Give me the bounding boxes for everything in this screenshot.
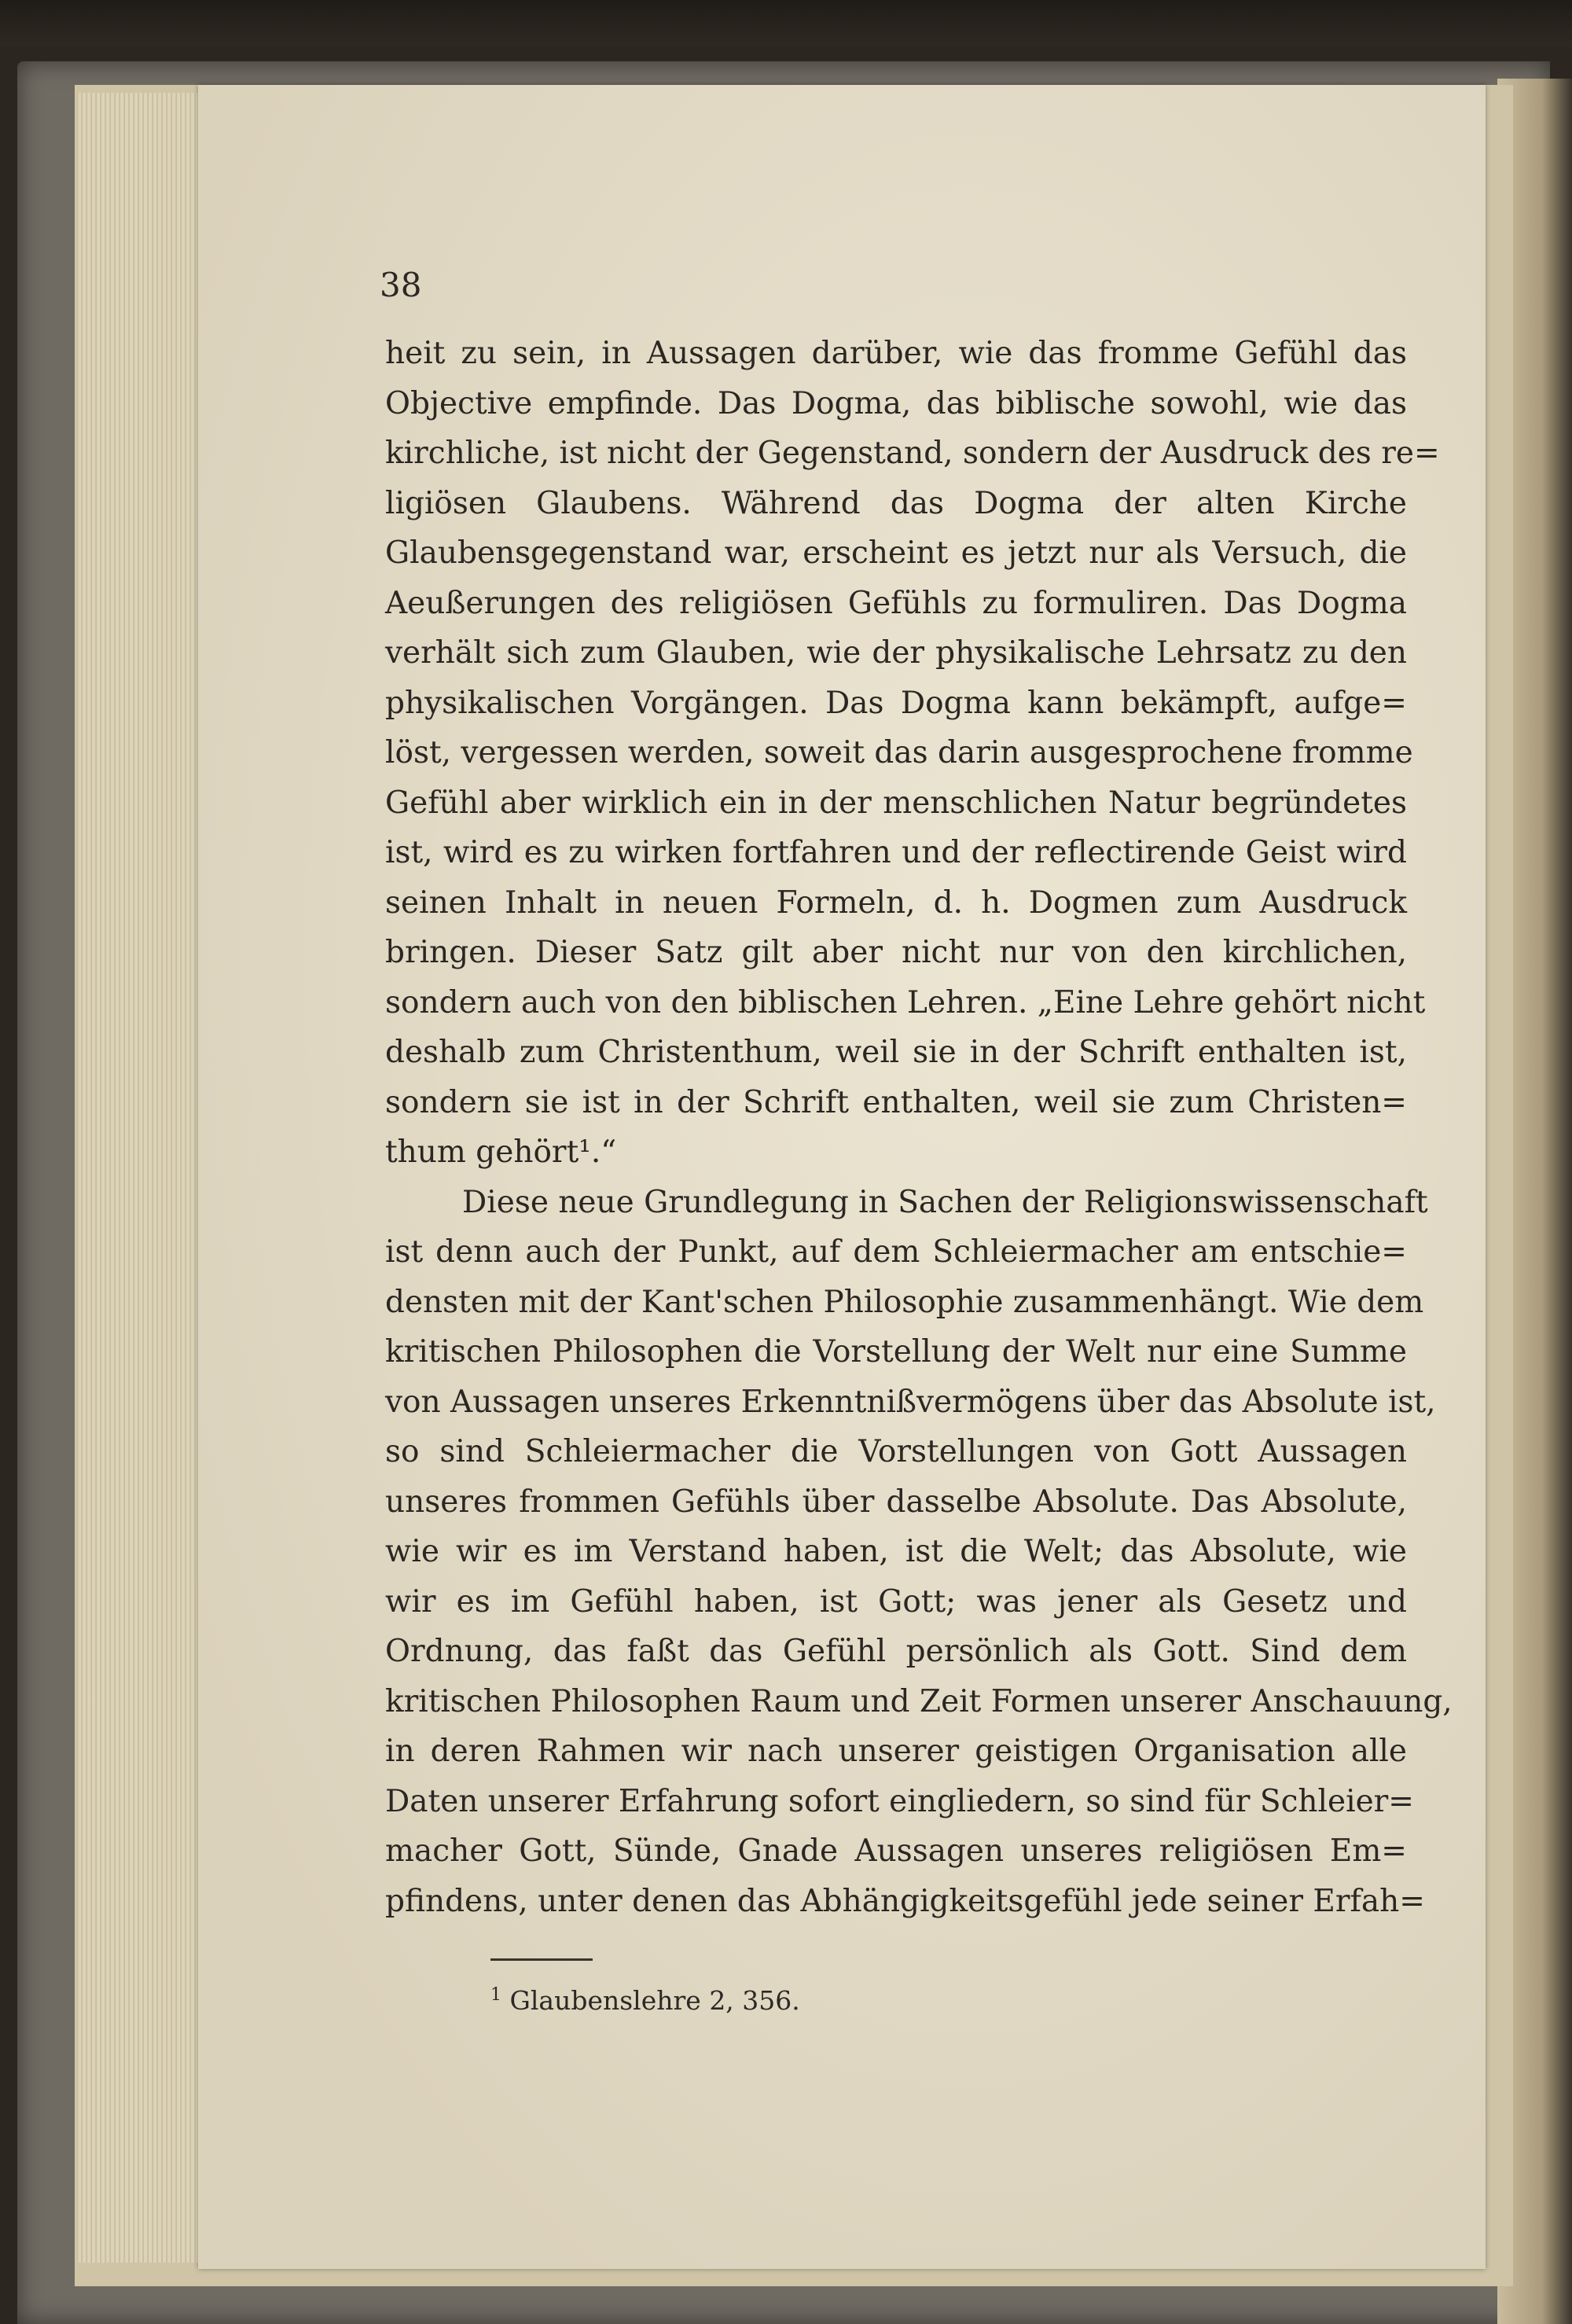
text-line: sondern sie ist in der Schrift enthalten, weil sie zum Christen= bbox=[385, 1084, 1407, 1120]
footnote-rule bbox=[490, 1958, 593, 1961]
text-line: Diese neue Grundlegung in Sachen der Religionswissenschaft bbox=[462, 1184, 1428, 1220]
text-line: ist, wird es zu wirken fortfahren und der reflectirende Geist wird bbox=[385, 835, 1407, 870]
text-line: macher Gott, Sünde, Gnade Aussagen unseres religiösen Em= bbox=[385, 1833, 1407, 1869]
text-line: thum gehört¹.“ bbox=[385, 1134, 617, 1170]
text-line: seinen Inhalt in neuen Formeln, d. h. Dogmen zum Ausdruck bbox=[385, 884, 1407, 921]
text-line: wie wir es im Verstand haben, ist die Welt; das Absolute, wie bbox=[385, 1534, 1407, 1569]
text-line: kirchliche, ist nicht der Gegenstand, sondern der Ausdruck des re= bbox=[385, 436, 1440, 471]
text-line: ist denn auch der Punkt, auf dem Schleiermacher am entschie= bbox=[385, 1234, 1407, 1270]
text-line: kritischen Philosophen die Vorstellung der Welt nur eine Summe bbox=[385, 1334, 1407, 1370]
text-line: bringen. Dieser Satz gilt aber nicht nur von den kirchlichen, bbox=[385, 935, 1407, 970]
text-line: verhält sich zum Glauben, wie der physikalische Lehrsatz zu den bbox=[385, 635, 1407, 671]
text-line: Daten unserer Erfahrung sofort eingliedern, so sind für Schleier= bbox=[385, 1783, 1414, 1819]
text-line: Aeußerungen des religiösen Gefühls zu formuliren. Das Dogma bbox=[385, 585, 1407, 621]
text-line: heit zu sein, in Aussagen darüber, wie das fromme Gefühl das bbox=[385, 336, 1407, 371]
page-number: 38 bbox=[380, 266, 422, 304]
page-edges bbox=[79, 93, 204, 2263]
text-line: kritischen Philosophen Raum und Zeit Formen unserer Anschauung, bbox=[385, 1683, 1453, 1719]
footnote-marker: 1 bbox=[490, 1985, 501, 2005]
text-line: deshalb zum Christenthum, weil sie in der Schrift enthalten ist, bbox=[385, 1035, 1407, 1070]
text-line: physikalischen Vorgängen. Das Dogma kann bekämpft, aufge= bbox=[385, 685, 1407, 721]
text-line: Objective empfinde. Das Dogma, das biblische sowohl, wie das bbox=[385, 385, 1407, 421]
text-line: Gefühl aber wirklich ein in der menschlichen Natur begründetes bbox=[385, 785, 1407, 821]
text-line: Ordnung, das faßt das Gefühl persönlich als Gott. Sind dem bbox=[385, 1634, 1407, 1669]
text-line: so sind Schleiermacher die Vorstellungen von Gott Aussagen bbox=[385, 1434, 1407, 1469]
text-line: sondern auch von den biblischen Lehren. „Eine Lehre gehört nicht bbox=[385, 984, 1426, 1020]
text-line: ligiösen Glaubens. Während das Dogma der alten Kirche bbox=[385, 485, 1407, 521]
book-cover-top bbox=[0, 0, 1572, 47]
body-text bbox=[385, 329, 1453, 1926]
text-line: pfindens, unter denen das Abhängigkeitsgefühl jede seiner Erfah= bbox=[385, 1883, 1425, 1919]
text-line: in deren Rahmen wir nach unserer geistigen Organisation alle bbox=[385, 1734, 1407, 1769]
text-line: unseres frommen Gefühls über dasselbe Absolute. Das Absolute, bbox=[385, 1484, 1407, 1520]
text-line: wir es im Gefühl haben, ist Gott; was jener als Gesetz und bbox=[385, 1583, 1407, 1620]
text-line: löst, vergessen werden, soweit das darin ausgesprochene fromme bbox=[385, 735, 1413, 770]
text-line: von Aussagen unseres Erkenntnißvermögens über das Absolute ist, bbox=[385, 1384, 1436, 1420]
text-line: densten mit der Kant'schen Philosophie zusammenhängt. Wie dem bbox=[385, 1284, 1424, 1320]
text-line: Glaubensgegenstand war, erscheint es jetzt nur als Versuch, die bbox=[385, 535, 1407, 571]
footnote bbox=[490, 1985, 800, 2016]
footnote-text: Glaubenslehre 2, 356. bbox=[509, 1985, 800, 2016]
